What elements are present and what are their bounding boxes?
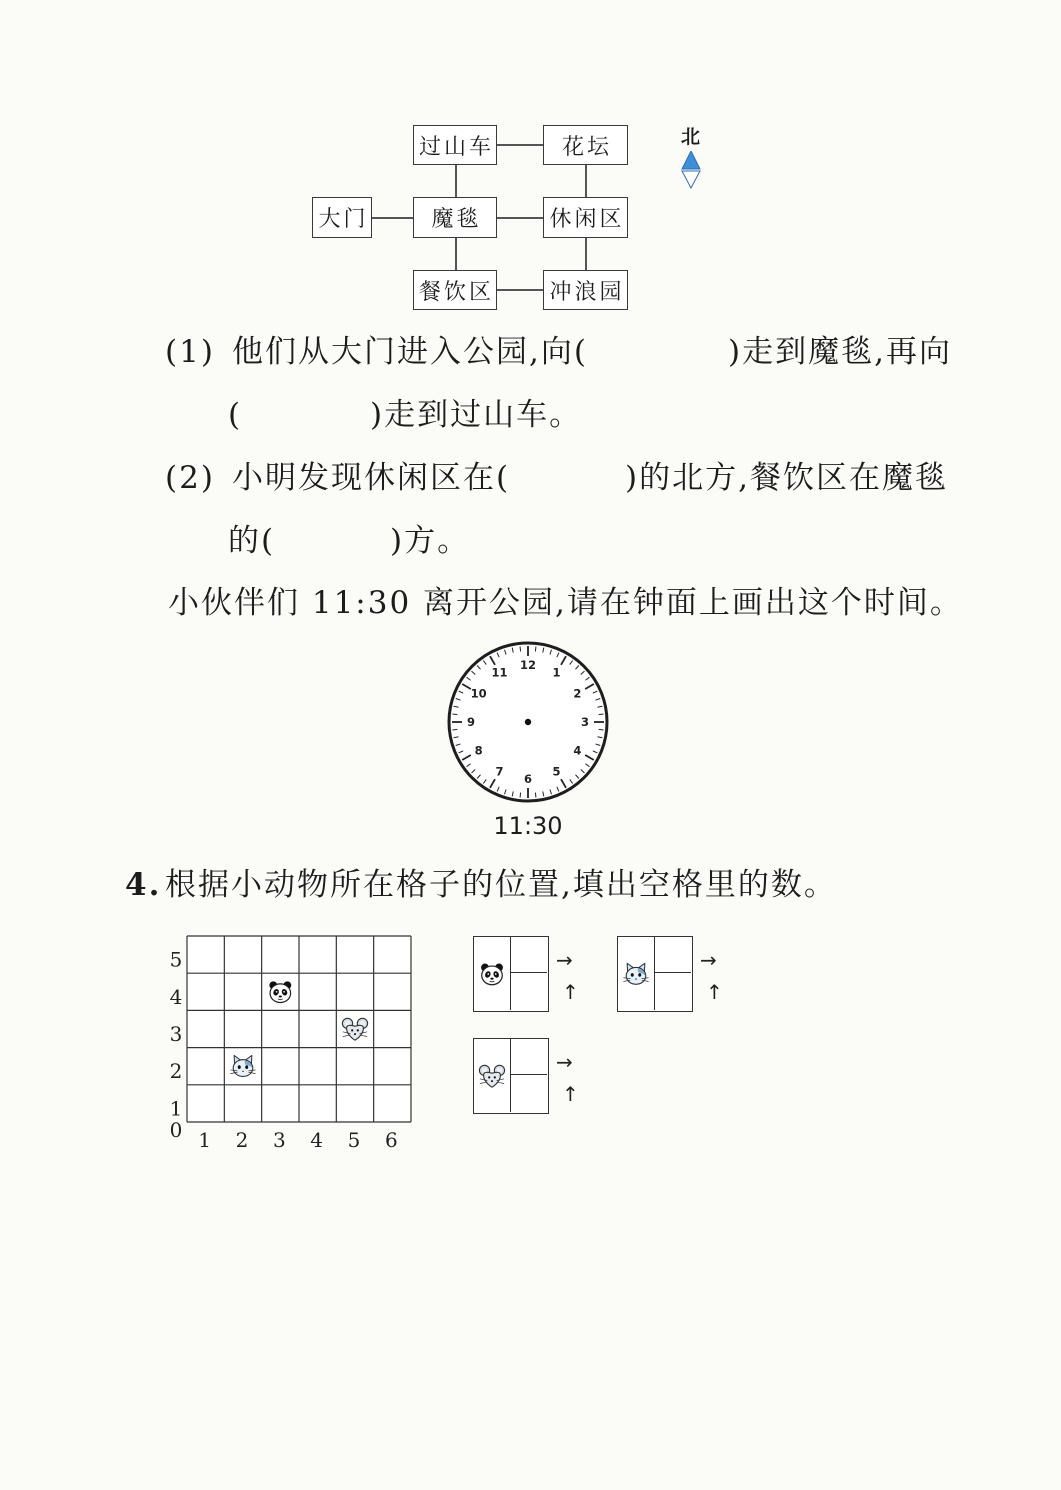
clock-number: 7 xyxy=(495,764,504,779)
question-2-text-part-b: )的北方,餐饮区在魔毯 xyxy=(625,460,948,496)
clock-minute-tick xyxy=(520,646,521,651)
clock-minute-tick xyxy=(599,729,604,730)
clock-number: 4 xyxy=(573,743,582,758)
arrow-up-icon: ↑ xyxy=(706,980,723,1004)
grid-y-label: 3 xyxy=(169,1022,183,1046)
map-connector-dining-area-surf-park xyxy=(497,289,543,291)
answer-blank-q1-direction-1[interactable] xyxy=(600,332,724,372)
map-connector-magic-carpet-dining-area xyxy=(455,238,457,270)
map-box-surf-park: 冲浪园 xyxy=(543,270,628,310)
clock-number: 2 xyxy=(573,686,582,701)
arrow-up-icon: ↑ xyxy=(562,980,579,1004)
map-connector-leisure-area-surf-park xyxy=(585,238,587,270)
clock-number: 5 xyxy=(552,764,561,779)
north-label: 北 xyxy=(681,126,701,148)
question-2-text-part-c: 的( xyxy=(228,523,276,559)
clock-time-label: 11:30 xyxy=(493,812,563,840)
clock-minute-tick xyxy=(535,646,536,651)
mouse-icon xyxy=(479,1065,504,1087)
mini-grid-animal-cell xyxy=(618,937,655,1010)
grid-x-label: 6 xyxy=(384,1128,398,1152)
grid-x-label: 1 xyxy=(198,1128,212,1152)
arrow-right-icon: → xyxy=(700,948,717,972)
clock-minute-tick xyxy=(452,729,457,730)
question-2-text-part-d: )方。 xyxy=(390,523,471,559)
question-1-text-part-c: ( xyxy=(228,397,243,433)
arrow-right-icon: → xyxy=(556,1050,573,1074)
question-1-text-part-d: )走到过山车。 xyxy=(370,397,583,433)
question-2-text-part-a: 小明发现休闲区在( xyxy=(232,460,511,496)
grid-x-label: 3 xyxy=(272,1128,286,1152)
map-connector-magic-carpet-leisure-area xyxy=(497,217,543,219)
mouse-icon xyxy=(477,1061,507,1091)
map-box-magic-carpet: 魔毯 xyxy=(413,197,497,238)
mini-grid xyxy=(473,936,549,1012)
question-2-number: (2) xyxy=(165,460,215,496)
map-connector-roller-coaster-flower-bed xyxy=(497,144,543,146)
map-connector-roller-coaster-magic-carpet xyxy=(455,165,457,197)
north-arrow-icon xyxy=(681,151,701,189)
clock-number: 3 xyxy=(580,715,590,729)
clock-center-dot xyxy=(525,719,531,725)
panda-icon xyxy=(269,981,291,1002)
question-1-text-part-a: 他们从大门进入公园,向( xyxy=(232,334,588,370)
map-box-leisure-area: 休闲区 xyxy=(543,197,628,238)
coordinate-grid xyxy=(160,925,422,1160)
map-connector-gate-magic-carpet xyxy=(372,217,413,219)
clock-number: 9 xyxy=(466,715,476,729)
clock-number: 12 xyxy=(519,658,537,672)
clock-number: 8 xyxy=(474,743,483,758)
grid-y-label: 5 xyxy=(169,947,183,972)
clock-minute-tick xyxy=(599,714,604,715)
panda-icon xyxy=(481,963,503,984)
map-connector-flower-bed-leisure-area xyxy=(585,165,587,197)
grid-x-label: 4 xyxy=(310,1128,324,1152)
clock-minute-tick xyxy=(520,793,521,798)
clock-minute-tick xyxy=(452,714,457,715)
grid-x-label: 5 xyxy=(347,1128,361,1152)
arrow-up-icon: ↑ xyxy=(562,1082,579,1106)
clock-task-instruction: 小伙伴们 11:30 离开公园,请在钟面上画出这个时间。 xyxy=(168,585,963,621)
answer-blank-q2-direction[interactable] xyxy=(278,521,386,561)
answer-blank-q2-place[interactable] xyxy=(513,458,621,498)
question-4-instruction: 根据小动物所在格子的位置,填出空格里的数。 xyxy=(165,867,837,903)
arrow-right-icon: → xyxy=(556,948,573,972)
map-box-roller-coaster: 过山车 xyxy=(413,125,497,165)
question-4-number: 4. xyxy=(125,867,162,903)
cat-icon xyxy=(623,963,648,984)
grid-y-label: 4 xyxy=(169,984,183,1009)
map-box-gate: 大门 xyxy=(312,197,372,238)
clock-number: 11 xyxy=(491,665,508,680)
answer-cell-column-number[interactable] xyxy=(655,937,691,973)
grid-y-label: 2 xyxy=(169,1059,183,1084)
panda-icon xyxy=(477,959,507,989)
grid-x-label: 2 xyxy=(235,1128,249,1152)
cat-icon xyxy=(621,959,651,989)
grid-y-label: 1 xyxy=(169,1096,183,1121)
mini-grid-animal-cell xyxy=(474,937,511,1010)
question-1-number: (1) xyxy=(165,334,215,370)
clock-number: 1 xyxy=(552,665,561,680)
question-1-text-part-b: )走到魔毯,再向 xyxy=(728,334,952,370)
mini-grid-animal-cell xyxy=(474,1039,511,1112)
answer-cell-row-number[interactable] xyxy=(511,1075,547,1112)
grid-y-label: 0 xyxy=(169,1118,183,1142)
clock-face[interactable] xyxy=(446,640,610,804)
clock-number: 6 xyxy=(523,772,533,786)
map-box-flower-bed: 花坛 xyxy=(543,125,628,165)
answer-cell-column-number[interactable] xyxy=(511,937,547,973)
answer-cell-row-number[interactable] xyxy=(655,973,691,1010)
clock-number: 10 xyxy=(470,686,487,701)
answer-blank-q1-direction-2[interactable] xyxy=(248,395,366,435)
answer-cell-row-number[interactable] xyxy=(511,973,547,1010)
mini-grid xyxy=(473,1038,549,1114)
map-box-dining-area: 餐饮区 xyxy=(413,270,497,310)
clock-minute-tick xyxy=(535,793,536,798)
mini-grid xyxy=(617,936,693,1012)
answer-cell-column-number[interactable] xyxy=(511,1039,547,1075)
